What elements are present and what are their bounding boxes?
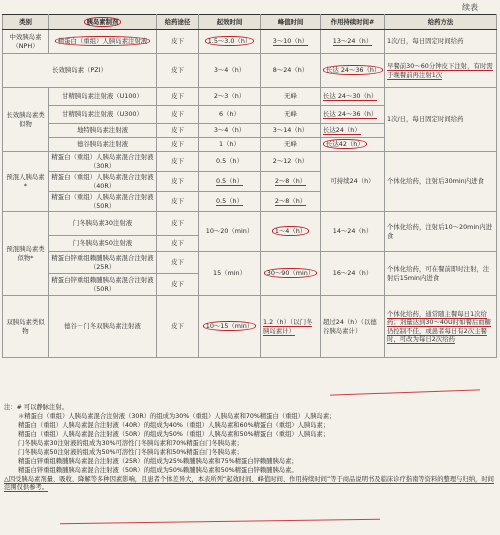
onset-cell: 6（h）: [199, 106, 261, 124]
preparation-cell: 甘精胰岛素注射液（U100）: [49, 88, 157, 106]
table-row: [3, 88, 497, 106]
duration-cell: 长达42（h）: [321, 138, 385, 152]
route-cell: 皮下: [157, 172, 199, 192]
route-cell: 皮下: [157, 152, 199, 172]
note-line: 门冬胰岛素50注射液的组成为50%可溶性门冬胰岛素和50%精蛋白门冬胰岛素；: [18, 448, 243, 456]
method-cell: 早餐前30～60分钟皮下注射，有时需于晚餐前再注射1次: [385, 54, 497, 88]
duration-cell: 16～24（h）: [321, 252, 385, 296]
table-row: [3, 152, 497, 172]
peak-cell: 3～14（h）: [261, 124, 321, 138]
note-line: △因受胰岛素剂量、吸收、降解等多种因素影响，且患者个体差异大，本表所列“起效时间、峰值时间、作用持续时间”等于商品说明书及临床诊疗指南等资料的整理与归纳，时间范围仅供参考。: [4, 475, 494, 492]
route-cell: 皮下: [157, 296, 199, 358]
duration-cell: 长达 24～30（h）: [321, 88, 385, 106]
preparation-cell: 德谷胰岛素注射液: [49, 138, 157, 152]
header-preparation: 胰岛素制剂: [49, 15, 157, 30]
note-line: 精蛋白（重组）人胰岛素混合注射液（40R）的组成为40%（重组）人胰岛素和60%精蛋白（重组）人胰岛素；: [18, 421, 330, 429]
method-cell: 个体化给药，可在餐前即时注射，注射后15min内进食: [385, 252, 497, 296]
table-notes: [4, 404, 496, 493]
peak-cell: 30～90（min）: [261, 252, 321, 296]
peak-cell: 无峰: [261, 138, 321, 152]
preparation-cell: 精蛋白（重组）人胰岛素混合注射液（50R）: [49, 192, 157, 212]
category-cell: 预混人胰岛素*: [3, 152, 49, 212]
table-row: [3, 54, 497, 88]
preparation-cell: 门冬胰岛素50注射液: [49, 236, 157, 252]
insulin-table: [2, 14, 497, 358]
table-header-row: [3, 15, 497, 30]
header-peak: 峰值时间: [261, 15, 321, 30]
route-cell: 皮下: [157, 106, 199, 124]
header-category: 类别: [3, 15, 49, 30]
header-duration: 作用持续时间#: [321, 15, 385, 30]
onset-cell: 15（min）: [199, 252, 261, 296]
preparation-cell: 精蛋白锌重组赖脯胰岛素混合注射液（25R）: [49, 252, 157, 274]
duration-cell: 长达 24～36（h）: [321, 106, 385, 124]
onset-cell: 0.5（h）: [199, 192, 261, 212]
peak-cell: 3～10（h）: [261, 30, 321, 54]
peak-cell: 1.2（h）（以门冬胰岛素计）: [261, 296, 321, 358]
table-row: [3, 252, 497, 274]
route-cell: 皮下: [157, 54, 199, 88]
method-cell: 1次/日，每日固定时间给药: [385, 88, 497, 152]
duration-cell: 超过24（h）（以德谷胰岛素计）: [321, 296, 385, 358]
duration-cell: 14～24（h）: [321, 212, 385, 252]
onset-cell: 3～4（h）: [199, 124, 261, 138]
preparation-cell: 德谷－门冬双胰岛素注射液: [49, 296, 157, 358]
onset-cell: 2～3（h）: [199, 88, 261, 106]
method-cell: 1次/日，每日固定时间给药: [385, 30, 497, 54]
onset-cell: 0.5（h）: [199, 172, 261, 192]
note-line: 精蛋白锌重组赖脯胰岛素混合注射液（25R）的组成为25%赖脯胰岛素和75%精蛋白锌赖脯胰岛素；: [18, 457, 298, 465]
method-cell: 个体化给药，注射后10～20min内进食: [385, 212, 497, 252]
note-line: ＊精蛋白（重组）人胰岛素混合注射液（30R）的组成为30%（重组）人胰岛素和70%精蛋白（重组）人胰岛素；: [18, 412, 336, 420]
red-annotation-stroke: [330, 389, 480, 395]
duration-cell: 长达 24～36（h）: [321, 54, 385, 88]
table-row: [3, 30, 497, 54]
route-cell: 皮下: [157, 192, 199, 212]
route-cell: 皮下: [157, 252, 199, 274]
continued-label: 续表: [462, 3, 478, 12]
note-line: 门冬胰岛素30注射液的组成为30%可溶性门冬胰岛素和70%精蛋白门冬胰岛素；: [18, 439, 243, 447]
duration-cell: 长达24（h）: [321, 124, 385, 138]
route-cell: 皮下: [157, 274, 199, 296]
preparation-cell: 精蛋白（重组）人胰岛素混合注射液（30R）: [49, 152, 157, 172]
category-cell: 预混胰岛素类似物*: [3, 212, 49, 296]
peak-cell: 2～8（h）: [261, 172, 321, 192]
onset-cell: 1.5～3.0（h）: [199, 30, 261, 54]
route-cell: 皮下: [157, 124, 199, 138]
method-cell: 个体化给药，注射后30min内进食: [385, 152, 497, 212]
red-annotation-stroke: [60, 519, 380, 524]
route-cell: 皮下: [157, 236, 199, 252]
preparation-cell: 精蛋白（重组）人胰岛素注射液: [49, 30, 157, 54]
onset-cell: 1（h）: [199, 138, 261, 152]
duration-cell: 13～24（h）: [321, 30, 385, 54]
preparation-cell: 地特胰岛素注射液: [49, 124, 157, 138]
method-cell: 个体化给药，通常随主餐每日1次给药；剂量达到30～40U时如餐后血糖仍控制不佳，或患者每日有2次主餐时，可改为每日2次给药: [385, 296, 497, 358]
route-cell: 皮下: [157, 88, 199, 106]
header-onset: 起效时间: [199, 15, 261, 30]
peak-cell: 8～24（h）: [261, 54, 321, 88]
onset-cell: 10～15（min）: [199, 296, 261, 358]
route-cell: 皮下: [157, 138, 199, 152]
onset-cell: 0.5（h）: [199, 152, 261, 172]
header-method: 给药方法: [385, 15, 497, 30]
preparation-cell: 长效胰岛素（PZI）: [3, 54, 157, 88]
header-route: 给药途径: [157, 15, 199, 30]
note-line: 注：# 可以静脉注射。: [4, 404, 68, 411]
table-row: [3, 296, 497, 358]
onset-cell: 3～4（h）: [199, 54, 261, 88]
category-cell: 中效胰岛素（NPH）: [3, 30, 49, 54]
peak-cell: 1～4（h）: [261, 212, 321, 252]
preparation-cell: 甘精胰岛素注射液（U300）: [49, 106, 157, 124]
category-cell: 长效胰岛素类似物: [3, 88, 49, 152]
duration-cell: 可持续24（h）: [321, 152, 385, 212]
peak-cell: 2～8（h）: [261, 192, 321, 212]
category-cell: 双胰岛素类似物: [3, 296, 49, 358]
preparation-cell: 精蛋白锌重组赖脯胰岛素混合注射液（50R）: [49, 274, 157, 296]
peak-cell: 2～12（h）: [261, 152, 321, 172]
preparation-cell: 门冬胰岛素30注射液: [49, 212, 157, 236]
preparation-cell: 精蛋白（重组）人胰岛素混合注射液（40R）: [49, 172, 157, 192]
table-row: [3, 212, 497, 236]
peak-cell: 无峰: [261, 88, 321, 106]
route-cell: 皮下: [157, 30, 199, 54]
route-cell: 皮下: [157, 212, 199, 236]
onset-cell: 10～20（min）: [199, 212, 261, 252]
peak-cell: 无峰: [261, 106, 321, 124]
note-line: 精蛋白锌重组赖脯胰岛素混合注射液（50R）的组成为50%赖脯胰岛素和50%精蛋白锌赖脯胰岛素。: [18, 466, 298, 474]
note-line: 精蛋白（重组）人胰岛素混合注射液（50R）的组成为50%（重组）人胰岛素和50%精蛋白（重组）人胰岛素；: [18, 430, 330, 438]
